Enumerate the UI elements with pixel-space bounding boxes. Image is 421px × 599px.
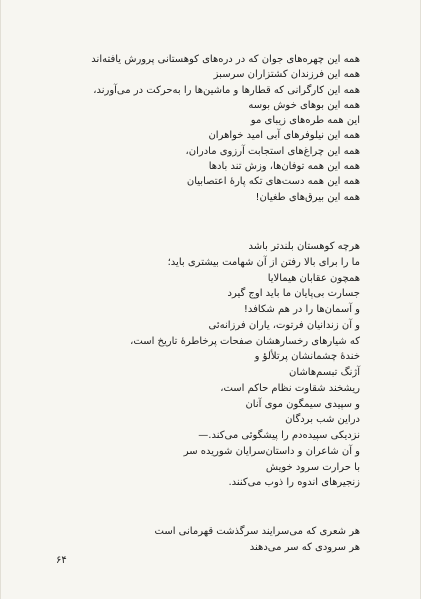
poem-stanza-3: [60, 524, 360, 555]
poem-line: همه این بیرق‌های طغیان!: [255, 191, 360, 203]
poem-line: آژنگ تبسم‌هاشان: [289, 367, 360, 378]
poem-line: این همه طره‌های زیبای مو: [250, 115, 360, 127]
poem-line: و آن شاعران و داستان‌سرایان شوریده سر: [183, 445, 360, 457]
poem-line: هرچه کوهستان بلندتر باشد: [248, 241, 360, 252]
poem-line: هر سرودی که سر می‌دهند: [249, 541, 360, 553]
poem-line: همه این بوهای خوش بوسه: [248, 99, 360, 111]
poem-stanza-1: [60, 52, 360, 205]
poem-line: و آسمان‌ها را در هم شکافد!: [243, 304, 360, 315]
poem-line: با حرارت سرود خویش: [265, 461, 360, 473]
page-number: ۶۴: [56, 555, 67, 566]
poem-line: همه این همه توفان‌ها، وزش تند بادها: [208, 161, 360, 173]
poem-line: همه این همه دست‌های تکه پارهٔ اعتصابیان: [186, 176, 360, 188]
poem-line: نزدیکی سپیده‌دم را پیشگوئی می‌کند.—: [198, 430, 360, 441]
poem-line: زنجیرهای اندوه را ذوب می‌کنند.: [228, 477, 360, 489]
poem-line: که شیارهای رخسارهشان صفحات پرخاطرهٔ تاریخ است،: [130, 335, 360, 347]
poem-line: جسارت بی‌پایان ما باید اوج گیرد: [227, 288, 360, 300]
poem-line: و سپیدی سیمگون موی آنان: [245, 398, 360, 410]
poem-line: هر شعری که می‌سرایند سرگذشت قهرمانی است: [154, 526, 360, 537]
poem-line: همه این فرزندان کشتزاران سرسبز: [213, 69, 360, 81]
poem-line: خندهٔ چشمانشان پرتلألؤ و: [254, 351, 360, 363]
poem-line: ریشخند شقاوت نظام حاکم است،: [220, 382, 360, 394]
poem-line: همه این چراغ‌های استجابت آرزوی مادران،: [185, 145, 360, 157]
poem-line: همچون عقابان هیمالایا: [267, 272, 360, 284]
poem-line: و آن زندانیان فرتوت، یاران فرزانه‌ئی: [208, 319, 360, 331]
poem-line: همه این نیلوفرهای آبی امید خواهران: [208, 130, 360, 142]
poem-line: همه این چهره‌های جوان که در دره‌های کوهستانی پرورش یافته‌اند: [91, 54, 360, 65]
poem-line: دراین شب بردگان: [285, 414, 360, 426]
poem-stanza-2: [60, 239, 360, 491]
poem-line: ما را برای بالا رفتن از آن شهامت بیشتری باید؛: [167, 256, 360, 268]
poem-line: همه این کارگرانی که قطارها و ماشین‌ها را به‌حرکت در می‌آورند،: [93, 84, 360, 96]
